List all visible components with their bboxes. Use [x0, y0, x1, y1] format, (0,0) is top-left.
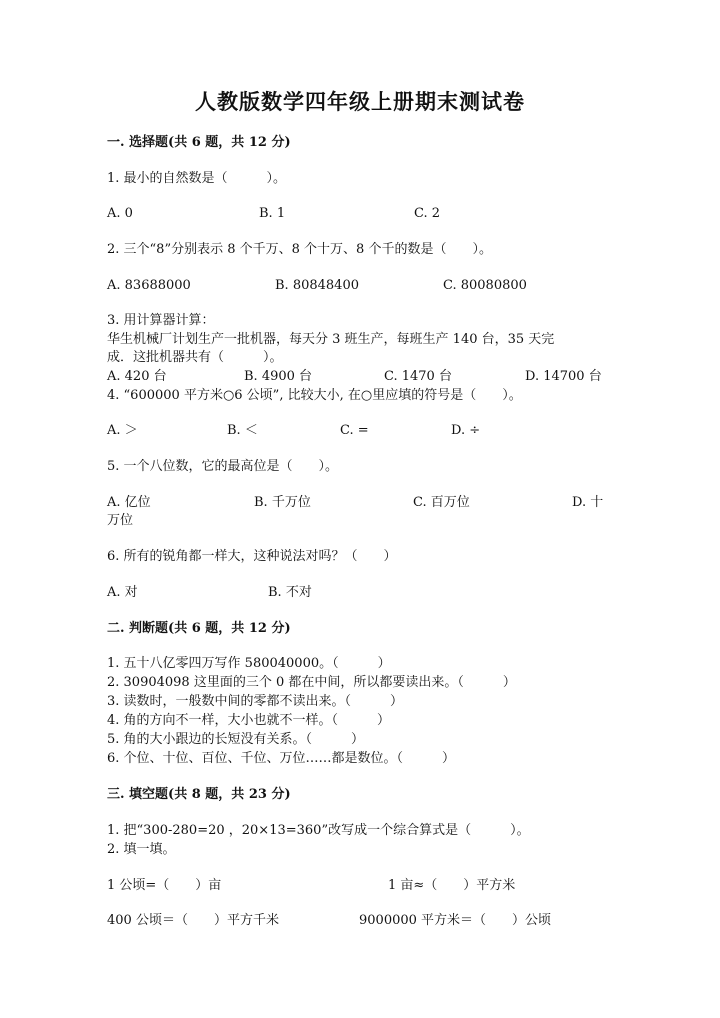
question-stem: 1. 最小的自然数是（ ）。: [107, 171, 287, 186]
option: A. 420 台: [107, 369, 167, 384]
judgement-item: 2. 30904098 这里面的三个 0 都在中间，所以都要读出来。（ ）: [107, 675, 516, 690]
section-heading: 三. 填空题(共 8 题，共 23 分): [107, 787, 291, 802]
judgement-item: 1. 五十八亿零四万写作 580040000。（ ）: [107, 656, 391, 671]
question-stem: 5. 一个八位数，它的最高位是（ ）。: [107, 459, 339, 474]
option: A. 亿位: [107, 495, 151, 510]
question-stem: 2. 三个“8”分别表示 8 个千万、8 个十万、8 个千的数是（ ）。: [107, 242, 492, 257]
option: B. ＜: [227, 423, 258, 438]
option: C. 80080800: [443, 278, 527, 293]
option: C. 百万位: [413, 495, 470, 510]
option: A. 0: [107, 206, 133, 221]
question-stem: 6. 所有的锐角都一样大，这种说法对吗？（ ）: [107, 549, 397, 564]
option: B. 1: [259, 206, 286, 221]
option: B. 4900 台: [244, 369, 313, 384]
fill-blank: 9000000 平方米＝（ ）公顷: [359, 913, 552, 928]
option: A. 对: [107, 585, 138, 600]
option-wrap: 万位: [107, 513, 134, 528]
judgement-item: 4. 角的方向不一样，大小也就不一样。（ ）: [107, 713, 391, 728]
option: C. =: [340, 423, 369, 438]
option: A. 83688000: [107, 278, 191, 293]
question-text: 华生机械厂计划生产一批机器，每天分 3 班生产，每班生产 140 台，35 天完: [107, 332, 555, 347]
question-stem: 3. 用计算器计算：: [107, 313, 215, 328]
fill-blank: 1 亩≈（ ）平方米: [388, 878, 516, 893]
judgement-item: 3. 读数时，一般数中间的零都不读出来。（ ）: [107, 694, 404, 709]
judgement-item: 5. 角的大小跟边的长短没有关系。（ ）: [107, 732, 365, 747]
option: B. 不对: [268, 585, 312, 600]
question-stem: 2. 填一填。: [107, 842, 176, 857]
judgement-item: 6. 个位、十位、百位、千位、万位……都是数位。（ ）: [107, 751, 456, 766]
section-heading: 二. 判断题(共 6 题，共 12 分): [107, 621, 291, 636]
option: B. 千万位: [254, 495, 311, 510]
option: D. 14700 台: [525, 369, 602, 384]
option: B. 80848400: [275, 278, 359, 293]
question-stem: 4. “600000 平方米○6 公顷”, 比较大小, 在○里应填的符号是（ ）。: [107, 388, 522, 403]
option: C. 1470 台: [384, 369, 452, 384]
option: D. ÷: [451, 423, 481, 438]
section-heading: 一. 选择题(共 6 题，共 12 分): [107, 135, 291, 150]
fill-blank: 400 公顷＝（ ）平方千米: [107, 913, 279, 928]
option: C. 2: [414, 206, 441, 221]
page-title: 人教版数学四年级上册期末测试卷: [195, 89, 525, 114]
question-stem: 1. 把“300-280=20 ，20×13=360”改写成一个综合算式是（ ）。: [107, 823, 530, 838]
fill-blank: 1 公顷=（ ）亩: [107, 878, 222, 893]
option: D. 十: [572, 495, 604, 510]
option: A. ＞: [107, 423, 138, 438]
question-text: 成．这批机器共有（ ）。: [107, 350, 283, 365]
